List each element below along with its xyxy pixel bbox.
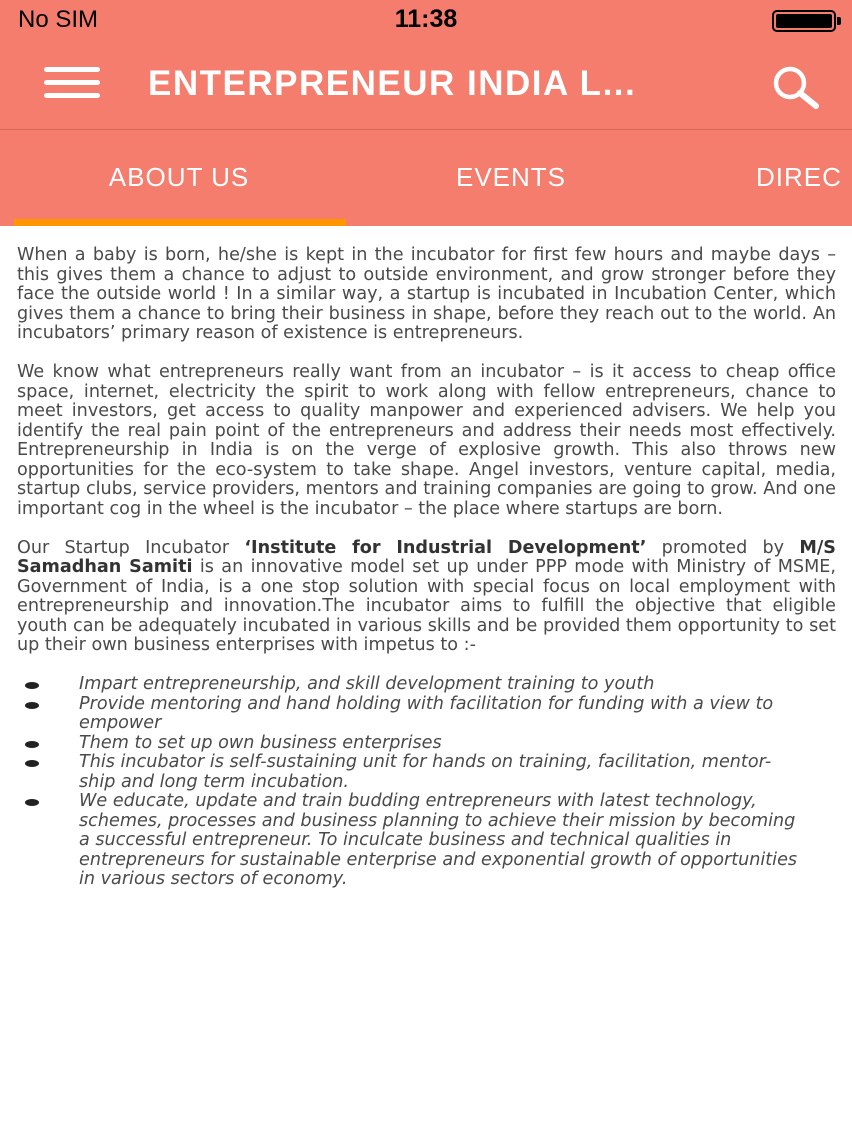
app-title: ENTERPRENEUR INDIA L... <box>148 64 637 103</box>
needs-paragraph: We know what entrepreneurs really want from an incubator – is it access to cheap office space, internet, electricity the spirit to work along with fellow entrepreneurs, chance to meet investors, get access to quality manpower and experienced advisers. We help you identify the real pain point of the entrepreneurs and address their needs most effectively. Entrepreneurship in India is on the verge of explosive growth. This also throws new opportunities for the eco-system to take shape. Angel investors, venture capital, media, startup clubs, service providers, mentors and training companies are going to grow. And one important cog in the wheel is the incubator – the place where startups are born. <box>17 362 836 519</box>
samiti-name: M/S Samadhan Samiti <box>17 537 836 577</box>
clock: 11:38 <box>394 5 458 33</box>
bullet-icon <box>25 741 39 748</box>
bullet-icon <box>25 799 39 806</box>
tab-events[interactable]: EVENTS <box>455 162 567 192</box>
institute-name: ‘Institute for Industrial Development’ <box>244 537 647 558</box>
bullet-icon <box>25 702 39 709</box>
list-item: Impart entrepreneurship, and skill development training to youth <box>17 675 836 695</box>
list-item: This incubator is self-sustaining unit for hands on training, facilitation, mentor-ship and long term incubation. <box>17 753 836 792</box>
tab-directory[interactable]: DIREC <box>756 162 842 192</box>
list-item: Them to set up own business enterprises <box>17 734 836 754</box>
app-bar <box>0 40 852 130</box>
objectives-list <box>17 675 836 890</box>
battery-icon <box>772 10 836 32</box>
para3-rest: is an innovative model set up under PPP mode with Ministry of MSME, Government of India, is a one stop solution with special focus on local employment with entrepreneurship and innovation.The incubator aims to fulfill the objective that eligible youth can be adequately incubated in various skills and be provided them opportunity to set up their own business enterprises with impetus to :- <box>17 557 836 655</box>
list-item: Provide mentoring and hand holding with facilitation for funding with a view to empower <box>17 695 836 734</box>
carrier-label: No SIM <box>18 6 99 33</box>
tab-bar <box>0 130 852 226</box>
tab-about-us[interactable]: ABOUT US <box>108 162 250 192</box>
bullet-icon <box>25 760 39 767</box>
bullet-icon <box>25 682 39 689</box>
para3-prefix: Our Startup Incubator <box>17 537 245 558</box>
active-tab-indicator <box>14 219 346 226</box>
incubator-paragraph <box>17 539 836 656</box>
hamburger-icon[interactable] <box>44 67 100 99</box>
search-icon[interactable] <box>768 64 826 110</box>
status-bar <box>0 0 852 40</box>
about-content <box>17 246 836 890</box>
list-item: We educate, update and train budding entrepreneurs with latest technology, schemes, processes and business planning to achieve their mission by becoming a successful entrepreneur. To inculcate business and technical qualities in entrepreneurs for sustainable enterprise and exponential growth of opportunities in various sectors of economy. <box>17 792 836 890</box>
para3-mid: promoted by <box>646 537 800 558</box>
intro-paragraph: When a baby is born, he/she is kept in the incubator for first few hours and maybe days – this gives them a chance to adjust to outside environment, and grow stronger before they face the outside world ! In a similar way, a startup is incubated in Incubation Center, which gives them a chance to bring their business in shape, before they reach out to the world. An incubators’ primary reason of existence is entrepreneurs. <box>17 245 836 343</box>
